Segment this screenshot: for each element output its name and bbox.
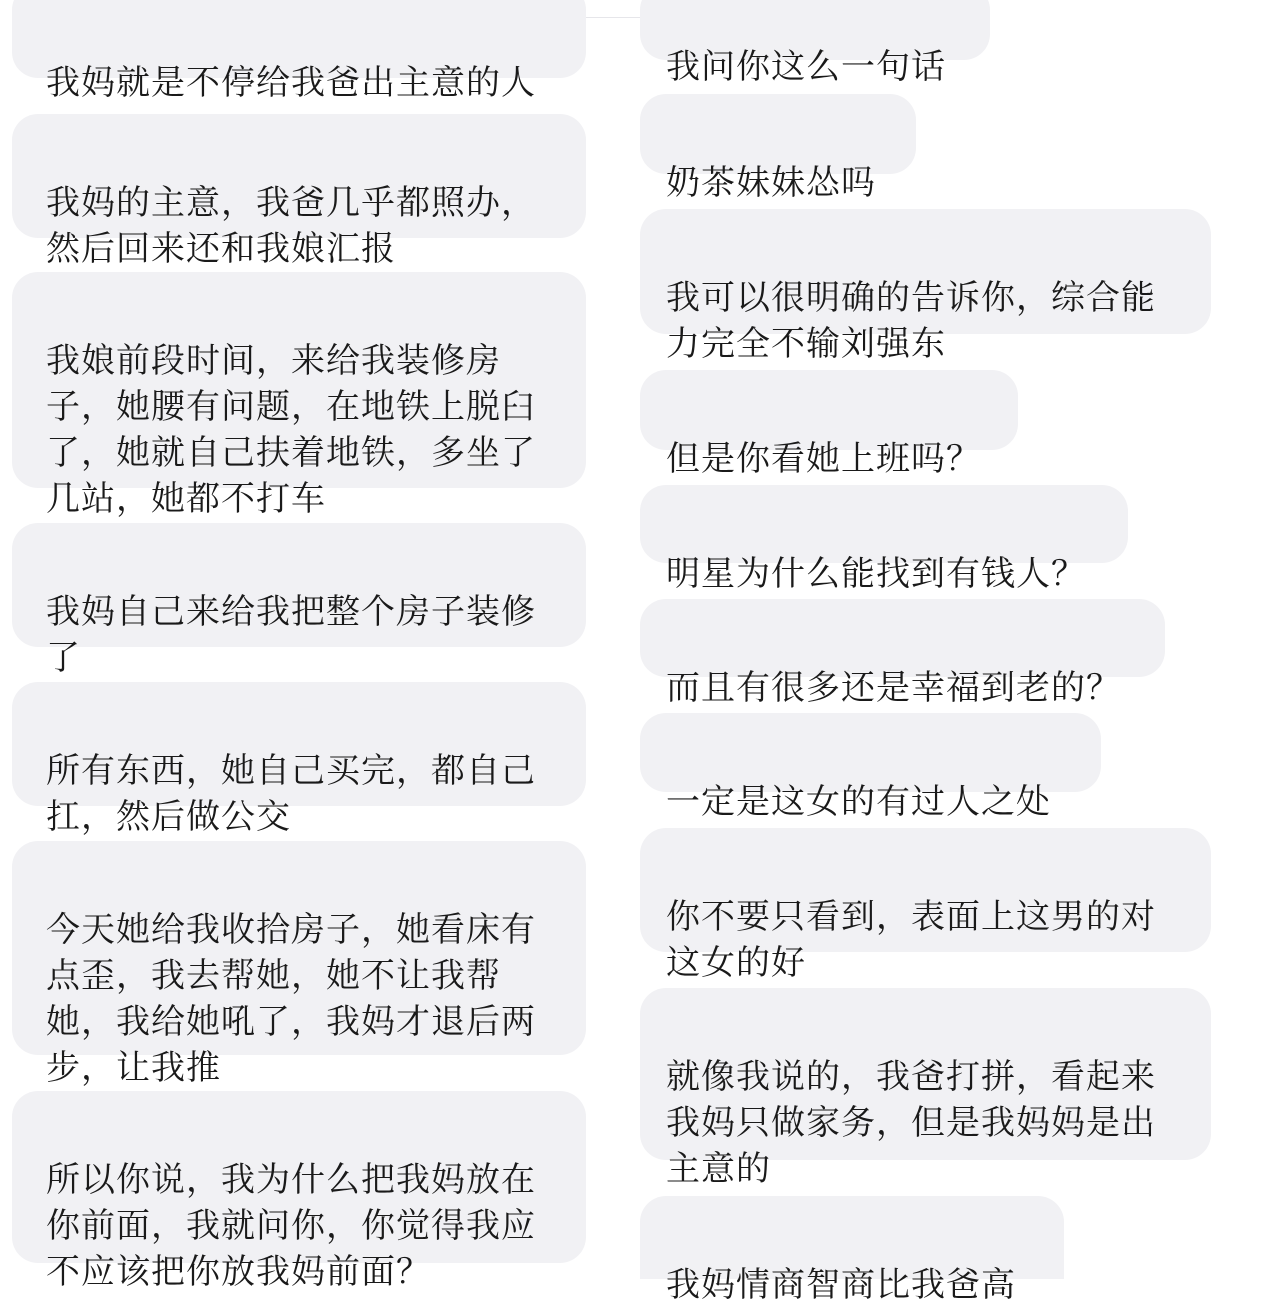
message-bubble[interactable] (640, 209, 1211, 364)
message-text: 我妈情商智商比我爸高 (666, 1265, 1016, 1305)
message-text: 所以你说，我为什么把我妈放在 你前面，我就问你，你觉得我应 不应该把你放我妈前面？ (46, 1160, 536, 1292)
message-text: 今天她给我收拾房子，她看床有 点歪，我去帮她，她不让我帮 她，我给她吼了，我妈才退后两 步，让我推 (46, 910, 536, 1088)
message-bubble[interactable] (640, 485, 1128, 594)
message-text: 就像我说的，我爸打拼，看起来 我妈只做家务，但是我妈妈是出 主意的 (666, 1057, 1156, 1189)
message-bubble[interactable] (640, 0, 990, 87)
message-text: 我妈的主意，我爸几乎都照办， 然后回来还和我娘汇报 (46, 183, 536, 269)
message-text: 奶茶妹妹怂吗 (666, 163, 876, 203)
message-bubble[interactable] (12, 114, 586, 269)
message-bubble[interactable] (640, 94, 916, 203)
message-bubble[interactable] (12, 841, 586, 1088)
message-text: 而且有很多还是幸福到老的？ (666, 668, 1121, 708)
message-bubble[interactable] (12, 682, 586, 837)
message-text: 我可以很明确的告诉你，综合能 力完全不输刘强东 (666, 278, 1156, 364)
message-text: 我娘前段时间，来给我装修房 子，她腰有问题，在地铁上脱臼 了，她就自己扶着地铁，多坐了 几站，她都不打车 (46, 341, 536, 519)
message-text: 我问你这么一句话 (666, 47, 946, 87)
message-bubble[interactable] (640, 828, 1211, 983)
message-bubble[interactable] (12, 523, 586, 678)
message-bubble[interactable] (640, 599, 1165, 708)
message-text: 我妈就是不停给我爸出主意的人 (46, 63, 536, 103)
message-text: 我妈自己来给我把整个房子装修 了 (46, 592, 536, 678)
message-bubble[interactable] (640, 988, 1211, 1189)
message-text: 明星为什么能找到有钱人？ (666, 554, 1086, 594)
message-bubble[interactable] (12, 272, 586, 519)
message-bubble[interactable] (640, 370, 1018, 479)
message-bubble[interactable] (640, 713, 1101, 822)
message-text: 但是你看她上班吗？ (666, 439, 981, 479)
message-bubble[interactable] (640, 1196, 1064, 1305)
message-bubble[interactable] (12, 1091, 586, 1292)
message-text: 一定是这女的有过人之处 (666, 782, 1051, 822)
message-text: 你不要只看到，表面上这男的对 这女的好 (666, 897, 1156, 983)
message-bubble[interactable] (12, 0, 586, 103)
message-text: 所有东西，她自己买完，都自己 扛，然后做公交 (46, 751, 536, 837)
